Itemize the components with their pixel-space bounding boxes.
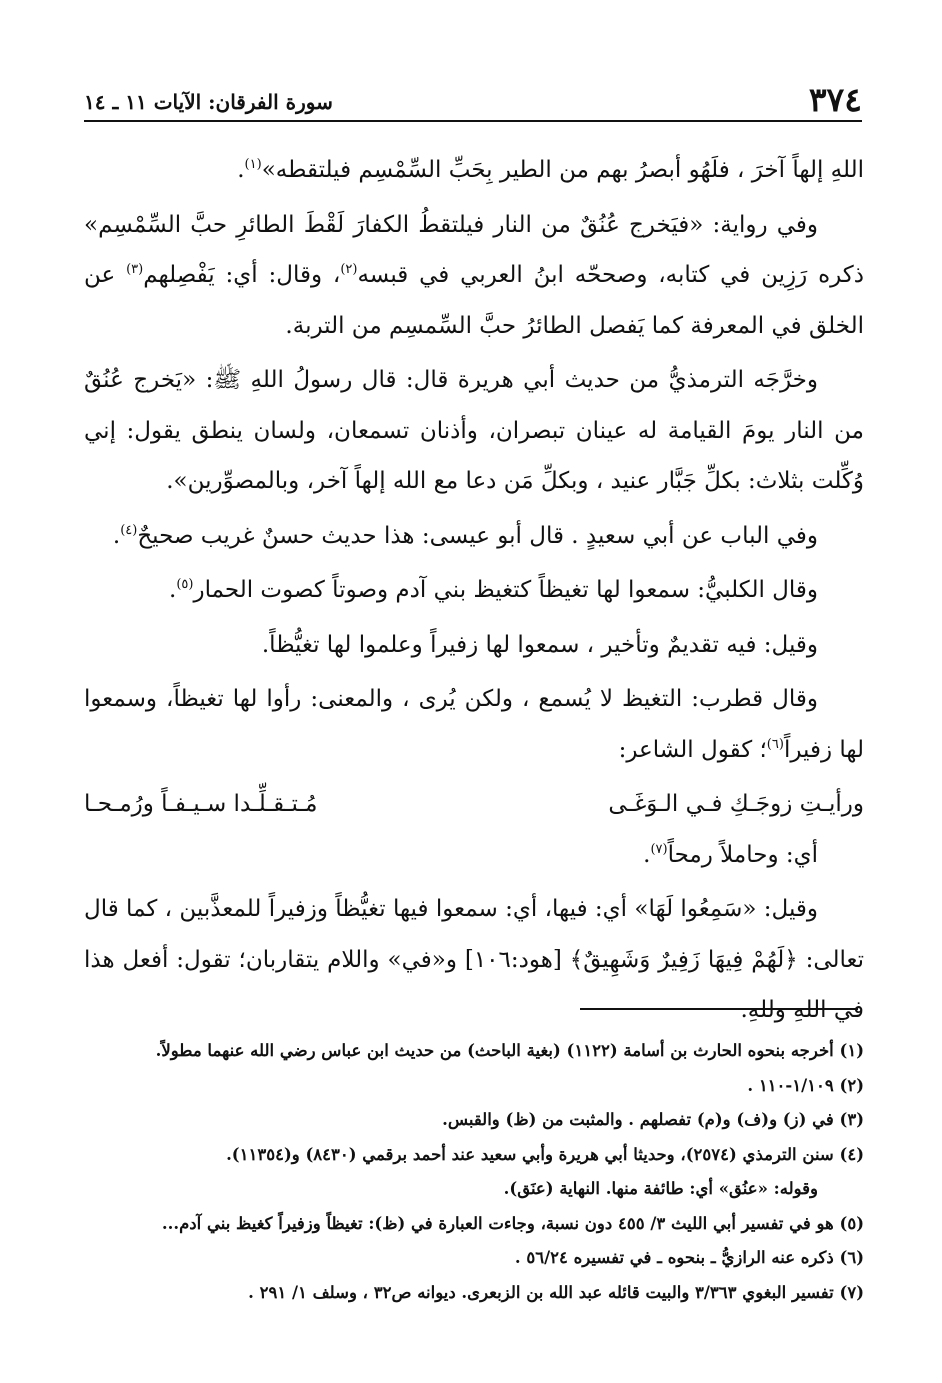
footnote-marker: (١)	[244, 157, 262, 172]
paragraph-text: ؛ كقول الشاعر:	[618, 736, 767, 763]
paragraph-text: .	[169, 577, 177, 603]
running-title: سورة الفرقان: الآيات ١١ ـ ١٤	[84, 90, 333, 114]
footnote: (٧) تفسير البغوي ٣/٣٦٣ والبيت قائله عبد الله بن الزبعرى. ديوانه ص٣٢ ، وسلف ١/ ٢٩١ .	[248, 1282, 864, 1302]
paragraph	[84, 565, 864, 616]
paragraph-text: .	[643, 841, 651, 868]
paragraph	[84, 830, 864, 881]
paragraph-text: .	[112, 522, 121, 549]
paragraph: وخرَّجَه الترمذيُّ من حديث أبي هريرة قال: قال رسولُ اللهِ ﷺ: «يَخرج عُنُقٌ من النار يومَ القيامة له عينان تبصران، وأذنان تسمعان، ولسان ينطق يقول: إني وُكِّلت بثلاث: بكلِّ جَبَّار عنيد ، وبكلِّ مَن دعا مع الله إلهاً آخر، وبالمصوِّرين».	[84, 367, 864, 494]
header-rule	[84, 120, 862, 122]
footnote-marker: (٧)	[650, 841, 668, 857]
paragraph-text: وقال قطرب: التغيظ لا يُسمع ، ولكن يُرى ، والمعنى: رأوا لها تغيظاً، وسمعوا لها زفيراً	[84, 686, 864, 763]
paragraph: وقيل: «سَمِعُوا لَهَا» أي: فيها، أي: سمعوا فيها تغيُّظاً وزفيراً للمعذَّبين ، كما قال تعالى: ﴿لَهُمْ فِيهَا زَفِيرٌ وَشَهِيقٌ﴾ [هود:١٠٦] و«في» واللام يتقاربان؛ تقول: أفعل هذا في اللهِ وللهِ.	[84, 896, 865, 1023]
footnote-marker: (٤)	[120, 522, 138, 538]
paragraph-text: اللهِ إلهاً آخرَ ، فلَهُو أبصرُ بهم من الطير بِحَبِّ السِّمْسِم فيلتقطه»	[261, 157, 864, 183]
paragraph-text: وفي رواية: «فيَخرج عُنُقٌ من النار فيلتقطُ الكفارَ لَقْطَ الطائرِ حبَّ السِّمْسِم» ذكره رَزِين في كتابه، وصححّه ابنُ العربي في قبسه	[84, 211, 865, 288]
footnotes	[84, 1034, 864, 1310]
paragraph-text: ، وقال: أي: يَفْصِلهم	[143, 262, 341, 288]
verse-first-hemistich: ورأيـتِ زوجَـكِ فـي الـوَغَـى	[608, 791, 864, 817]
footnote: (١) أخرجه بنحوه الحارث بن أسامة (١١٢٢) (بغية الباحث) من حديث ابن عباس رضي الله عنهما مطولاً.	[155, 1041, 864, 1060]
footnote: (٤) سنن الترمذي (٢٥٧٤)، وحديثا أبي هريرة وأبي سعيد عند أحمد برقمي (٨٤٣٠) و(١١٣٥٤).	[226, 1144, 864, 1164]
footnote: (٦) ذكره عنه الرازيُّ ـ بنحوه ـ في تفسيره ٥٦/٢٤ .	[514, 1248, 864, 1267]
footnote-continuation: وقوله: «عنُق» أي: طائفة منها. النهاية (عنَق).	[503, 1179, 818, 1198]
paragraph	[84, 511, 864, 562]
footnote-marker: (٣)	[126, 262, 144, 277]
footnote: (٣) في (ز) و(ف) و(م) تفصلهم . والمثبت من (ظ) والقبس.	[442, 1110, 864, 1129]
footnote-marker: (٢)	[340, 262, 358, 277]
paragraph-text: وقال الكلبيُّ: سمعوا لها تغيظاً كتغيظ بني آدم وصوتاً كصوت الحمار	[193, 577, 818, 603]
page-number: ٣٧٤	[808, 80, 862, 119]
paragraph	[84, 674, 864, 775]
page-header	[84, 78, 862, 118]
footnote: (٥) هو في تفسير أبي الليث ٣/ ٤٥٥ دون نسبة، وجاءت العبارة في (ظ): تغيظاً وزفيراً كغيظ بني آدم...	[161, 1213, 864, 1233]
paragraph: وقيل: فيه تقديمٌ وتأخير ، سمعوا لها زفيراً وعلموا لها تغيُّظاً.	[261, 631, 818, 658]
verse-second-hemistich: مُـتـقـلِّـدا سـيـفـاً ورُمـحـا	[84, 791, 318, 817]
footnote-marker: (٥)	[176, 577, 194, 592]
paragraph	[84, 145, 864, 196]
paragraph-text: عن الخلق في المعرفة كما يَفصل الطائرُ حبَّ السِّمسِم من التربة.	[84, 262, 864, 339]
footnote: (٢) ١/١٠٩-١١٠ .	[747, 1075, 864, 1095]
main-text	[84, 145, 864, 1040]
footnote-separator	[580, 1008, 858, 1010]
paragraph-text: وفي الباب عن أبي سعيدٍ . قال أبو عيسى: هذا حديث حسنٌ غريب صحيحٌ	[137, 522, 818, 549]
footnote-marker: (٦)	[766, 736, 784, 752]
paragraph	[84, 200, 864, 352]
paragraph-text: .	[237, 157, 245, 183]
paragraph-text: أي: وحاملاً رمحاً	[667, 841, 818, 868]
poem-verse	[84, 779, 864, 830]
